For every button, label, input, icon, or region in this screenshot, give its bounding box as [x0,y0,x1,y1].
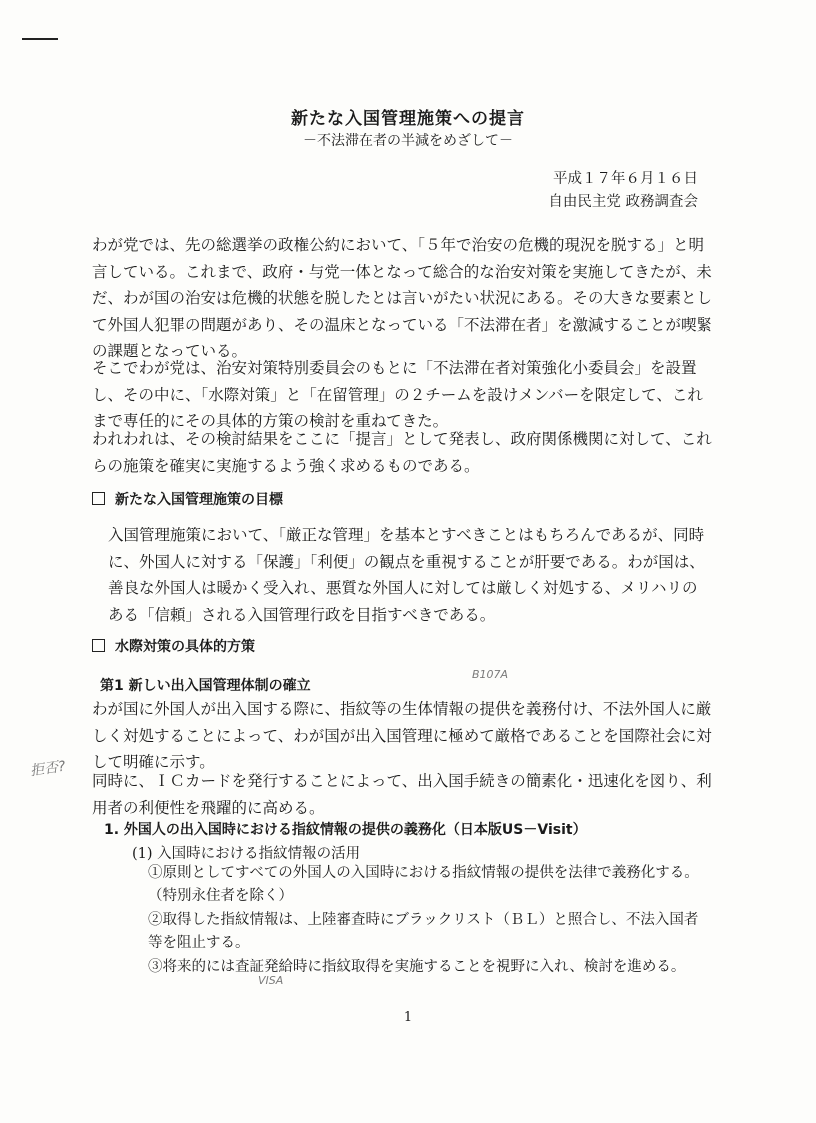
section-heading-goals [92,489,283,509]
document-date: 平成１７年６月１６日 [553,171,698,187]
list-item: ②取得した指紋情報は、上陸審査時にブラックリスト（ＢＬ）と照合し、不法入国者等を阻止する。 [148,912,699,951]
document-organization: 自由民主党 政務調査会 [548,194,698,210]
subsection-heading: 第1 新しい出入国管理体制の確立 [100,678,311,694]
item-1-title: 1. 外国人の出入国時における指紋情報の提供の義務化（日本版US－Visit） [104,822,587,838]
intro-paragraph-2: そこでわが党は、治安対策特別委員会のもとに「不法滞在者対策強化小委員会」を設置し、その中に、「水際対策」と「在留管理」の２チームを設けメンバーを限定して、これまで専任的にその具体的方策の検討を重ねてきた。 [92,359,703,430]
intro-paragraph-3: われわれは、その検討結果をここに「提言」として発表し、政府関係機関に対して、これらの施策を確実に実施するよう強く求めるものである。 [92,430,712,475]
page-number: 1 [403,1010,413,1025]
item-1-subheading: (1) 入国時における指紋情報の活用 [132,846,361,862]
section-heading-border-measures [92,636,255,656]
section-heading-border-measures-label: 水際対策の具体的方策 [115,639,255,655]
intro-paragraph-1: わが党では、先の総選挙の政権公約において、「５年で治安の危機的現況を脱する」と明言している。これまで、政府・与党一体となって総合的な治安対策を実施してきたが、未だ、わが国の治安は危機的状態を脱したとは言いがたい状況にある。その大きな要素として外国人犯罪の問題があり、その温床となっている「不法滞在者」を激減することが喫緊の課題となっている。 [92,236,713,360]
checkbox-square-icon [92,492,105,505]
handwritten-annotation: VISA [258,974,284,987]
handwritten-annotation: 拒否? [29,758,67,780]
section-heading-goals-label: 新たな入国管理施策の目標 [115,492,283,508]
border-paragraph-1: わが国に外国人が出入国する際に、指紋等の生体情報の提供を義務付け、不法外国人に厳しく対処することによって、わが国が出入国管理に極めて厳格であることを国際社会に対して明確に示す。 [92,700,712,771]
list-item: ①原則としてすべての外国人の入国時における指紋情報の提供を法律で義務化する。（特別永住者を除く） [148,865,699,904]
document-subtitle: －不法滞在者の半減をめざして－ [303,133,513,149]
border-paragraph-2: 同時に、ＩＣカードを発行することによって、出入国手続きの簡素化・迅速化を図り、利用者の利便性を飛躍的に高める。 [92,772,712,817]
list-item: ③将来的には査証発給時に指紋取得を実施することを視野に入れ、検討を進める。 [148,959,686,975]
handwritten-annotation: B107A [472,668,509,681]
goals-paragraph: 入国管理施策において、「厳正な管理」を基本とすべきことはもちろんであるが、同時に、外国人に対する「保護」「利便」の観点を重視することが肝要である。わが国は、善良な外国人は暖かく受入れ、悪質な外国人に対しては厳しく対処する、メリハリのある「信頼」される入国管理行政を目指すべきである。 [108,526,705,624]
checkbox-square-icon [92,639,105,652]
corner-mark [22,38,58,40]
document-title: 新たな入国管理施策への提言 [291,109,525,129]
